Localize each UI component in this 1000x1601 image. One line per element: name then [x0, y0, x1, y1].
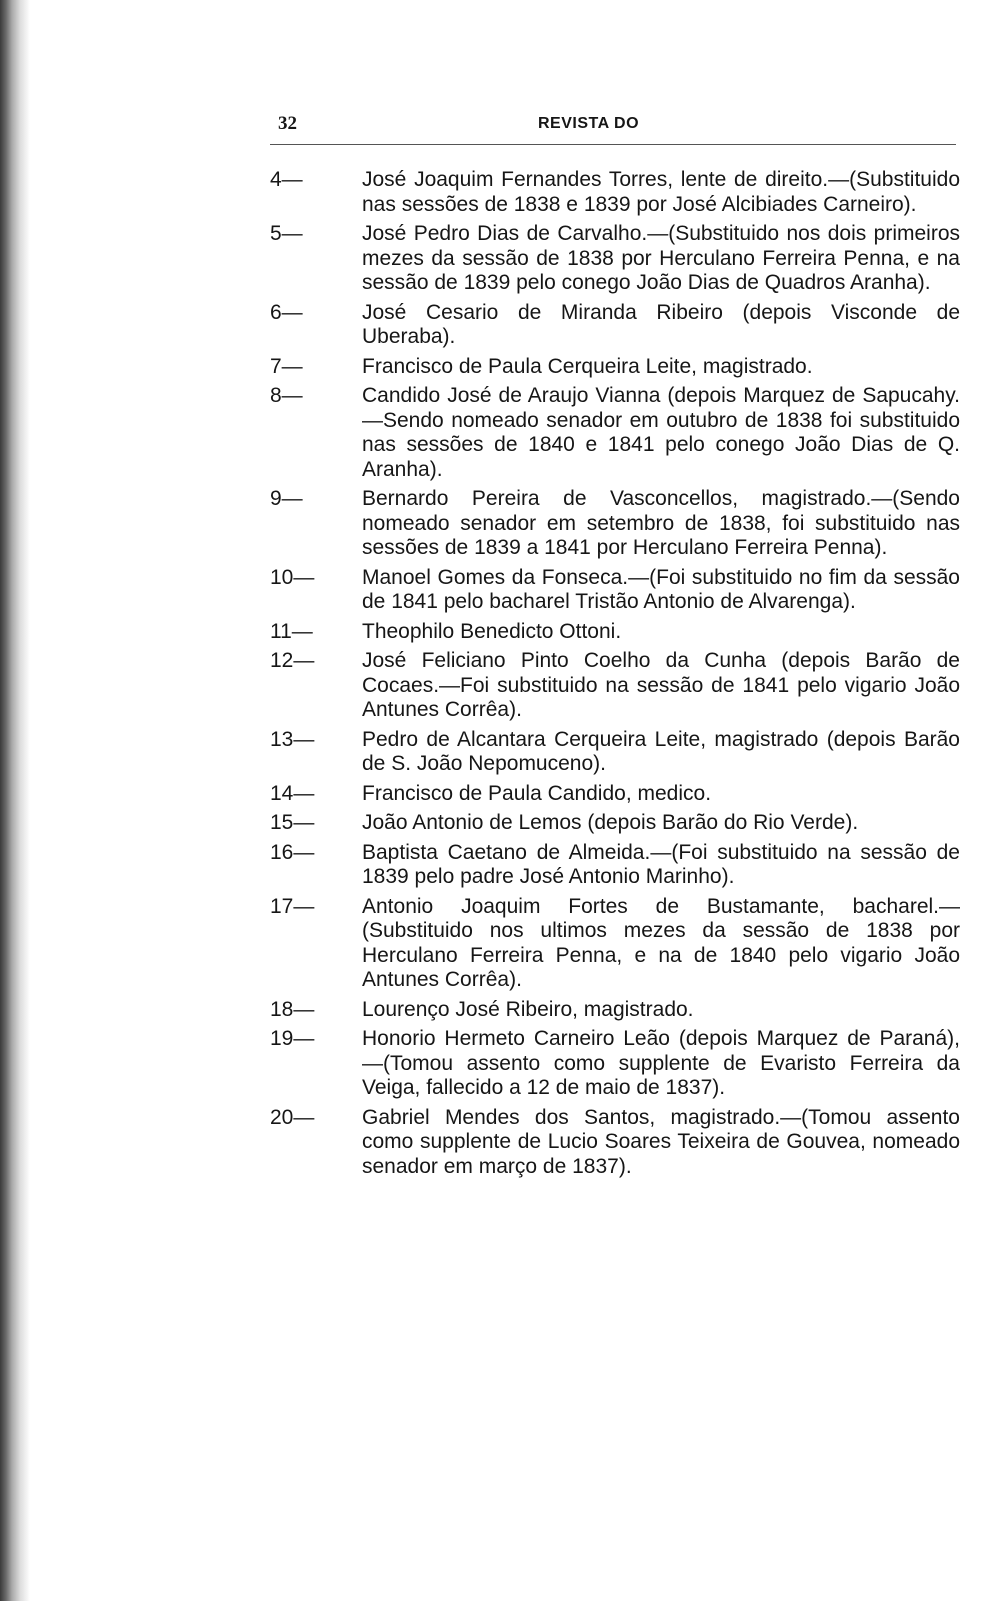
entry-number: 14— — [270, 781, 315, 805]
entry-number: 13— — [270, 727, 315, 751]
entry-number: 18— — [270, 997, 315, 1021]
list-item — [270, 384, 960, 482]
entry-text: Manoel Gomes da Fonseca.—(Foi substituido no fim da sessão de 1841 pelo bacharel Tristão Antonio de Alvarenga). — [362, 565, 960, 613]
entry-number: 20— — [270, 1105, 315, 1129]
entry-number: 19— — [270, 1027, 315, 1050]
entry-text: Lourenço José Ribeiro, magistrado. — [362, 997, 694, 1021]
list-item — [270, 222, 960, 296]
entry-text: João Antonio de Lemos (depois Barão do Rio Verde). — [362, 811, 859, 834]
entry-number: 12— — [270, 649, 315, 672]
list-item — [270, 998, 960, 1023]
list-item — [270, 301, 960, 350]
entry-number: 11— — [270, 619, 313, 643]
entry-text: Antonio Joaquim Fortes de Bustamante, bacharel.—(Substituido nos ultimos mezes da sessão de 1838 por Herculano Ferreira Penna, e na de 1840 pelo vigario João Antunes Corrêa). — [362, 894, 960, 991]
list-item — [270, 811, 960, 836]
entry-text: Baptista Caetano de Almeida.—(Foi substituido na sessão de 1839 pelo padre José Antonio Marinho). — [362, 840, 960, 888]
entry-number: 6— — [270, 300, 303, 324]
list-item — [270, 566, 960, 615]
entry-text: Pedro de Alcantara Cerqueira Leite, magistrado (depois Barão de S. João Nepomuceno). — [362, 727, 960, 775]
list-item — [270, 841, 960, 890]
list-item — [270, 782, 960, 807]
entry-text: Theophilo Benedicto Ottoni. — [362, 619, 622, 643]
entry-text: José Cesario de Miranda Ribeiro (depois Visconde de Uberaba). — [362, 300, 960, 348]
entry-number: 15— — [270, 811, 315, 834]
entry-text: Francisco de Paula Cerqueira Leite, magistrado. — [362, 354, 813, 378]
list-item — [270, 649, 960, 723]
entry-text: José Feliciano Pinto Coelho da Cunha (depois Barão de Cocaes.—Foi substituido na sessão de 1841 pelo vigario João Antunes Corrêa). — [362, 649, 960, 721]
header-rule — [270, 144, 956, 145]
list-item — [270, 895, 960, 993]
entry-number: 9— — [270, 487, 303, 510]
entry-number: 8— — [270, 384, 303, 407]
list-item — [270, 355, 960, 380]
list-item — [270, 1027, 960, 1101]
entry-number: 4— — [270, 168, 303, 191]
entry-number: 5— — [270, 222, 303, 245]
entry-number: 17— — [270, 894, 315, 918]
entry-text: Gabriel Mendes dos Santos, magistrado.—(Tomou assento como supplente de Lucio Soares Teixeira de Gouvea, nomeado senador em março de 1837). — [362, 1105, 960, 1178]
entry-text: Francisco de Paula Candido, medico. — [362, 781, 712, 805]
entry-number: 7— — [270, 354, 303, 378]
entry-text: Bernardo Pereira de Vasconcellos, magistrado.—(Sendo nomeado senador em setembro de 1838, foi substituido nas sessões de 1839 a 1841 por Herculano Ferreira Penna). — [362, 487, 960, 559]
entry-text: Candido José de Araujo Vianna (depois Marquez de Sapucahy.—Sendo nomeado senador em outubro de 1838 foi substituido nas sessões de 1840 e 1841 pelo conego João Dias de Q. Aranha). — [362, 384, 960, 481]
running-title: REVISTA DO — [538, 115, 640, 132]
entry-text: José Joaquim Fernandes Torres, lente de direito.—(Substituido nas sessões de 1838 e 1839 por José Alcibiades Carneiro). — [362, 168, 960, 216]
entry-text: José Pedro Dias de Carvalho.—(Substituido nos dois primeiros mezes da sessão de 1838 por Herculano Ferreira Penna, e na sessão de 1839 pelo conego João Dias de Quadros Aranha). — [362, 222, 960, 294]
list-item — [270, 168, 960, 217]
page-header — [274, 113, 960, 139]
entry-number: 16— — [270, 840, 315, 864]
entry-list — [270, 168, 960, 1184]
list-item — [270, 1106, 960, 1180]
page-binding-shadow — [0, 0, 30, 1601]
list-item — [270, 487, 960, 561]
list-item — [270, 728, 960, 777]
page-number: 32 — [278, 113, 297, 134]
entry-text: Honorio Hermeto Carneiro Leão (depois Marquez de Paraná), —(Tomou assento como supplente de Evaristo Ferreira da Veiga, fallecido a 12 de maio de 1837). — [362, 1027, 960, 1099]
entry-number: 10— — [270, 565, 315, 589]
list-item — [270, 620, 960, 645]
